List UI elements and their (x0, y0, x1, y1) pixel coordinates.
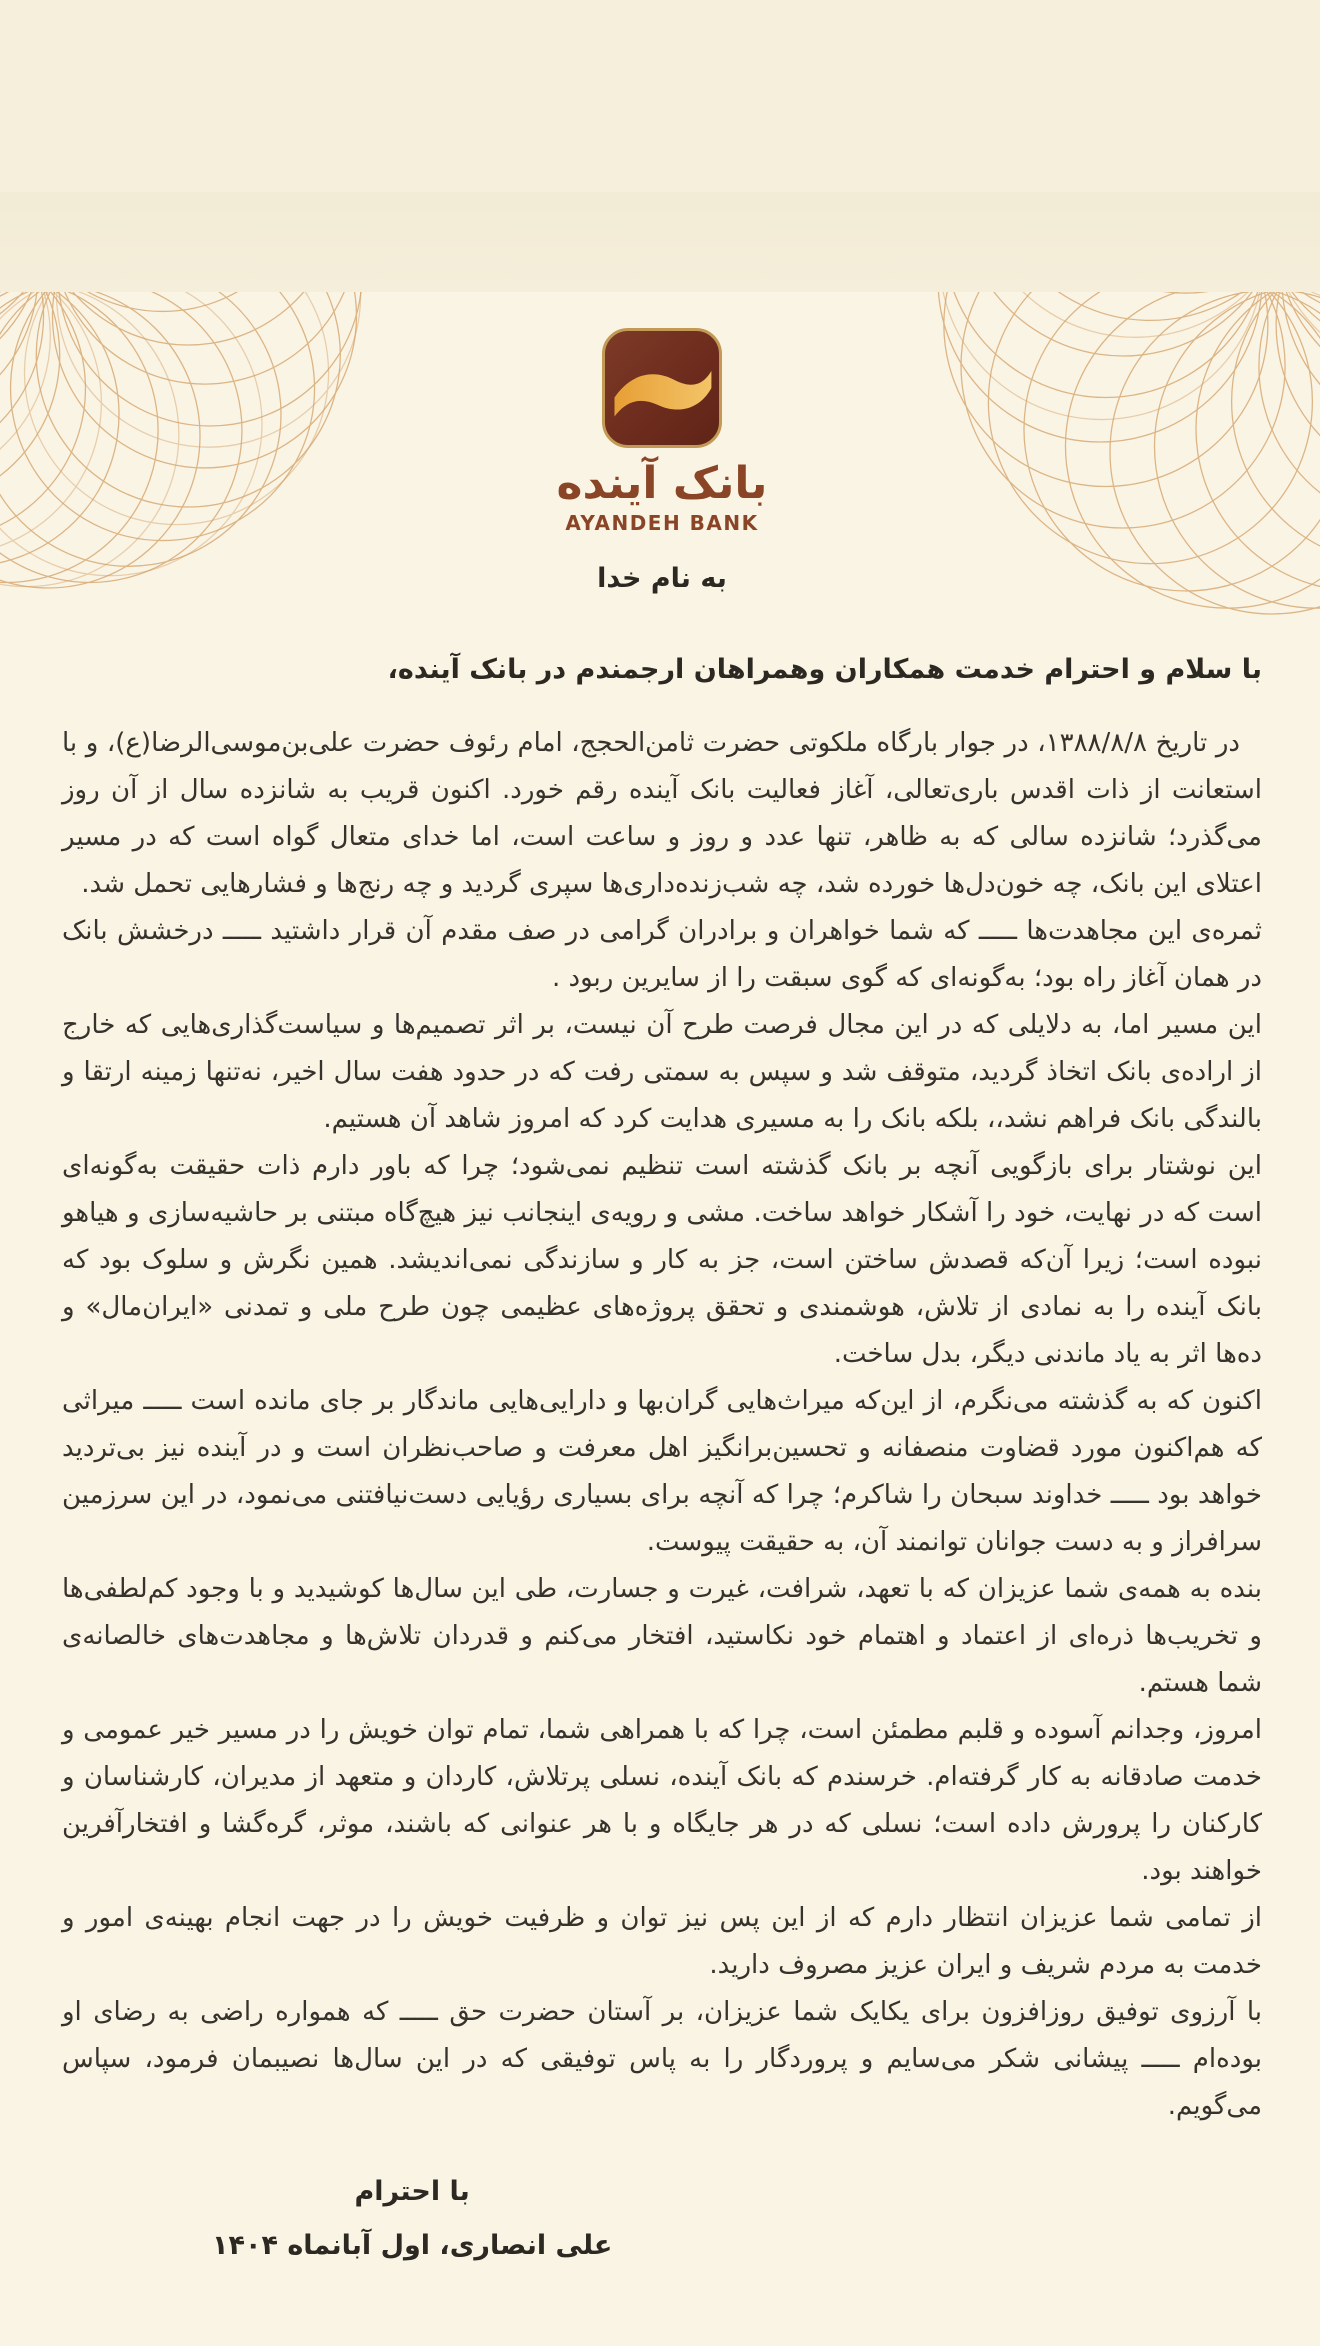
logo-wordmark-latin: AYANDEH BANK (565, 511, 759, 535)
paragraph-5: اکنون که به گذشته می‌نگرم، از این‌که میراث‌هایی گران‌بها و دارایی‌هایی ماندگار بر جای مانده است ـــــ میراثی که هم‌اکنون مورد قضاوت منصفانه و تحسین‌برانگیز اهل معرفت و صاحب‌نظران است و در آینده نیز بی‌تردید خواهد بود ـــــ خداوند سبحان را شاکرم؛ چرا که آنچه برای بسیاری رؤیایی دست‌نیافتنی می‌نمود، در این سرزمین سرافراز و به دست جوانان توانمند آن، به حقیقت پیوست. (62, 1386, 1262, 1557)
ayandeh-bank-logo (62, 328, 1262, 536)
paragraph-3: این مسیر اما، به دلایلی که در این مجال فرصت طرح آن نیست، بر اثر تصمیم‌ها و سیاست‌گذاری‌هایی که خارج از اراده‌ی بانک اتخاذ گردید، متوقف شد و سپس به سمتی رفت که در حدود هفت سال اخیر، نه‌تنها زمینه ارتقا و بالندگی بانک فراهم نشد،، بلکه بانک را به مسیری هدایت کرد که امروز شاهد آن هستیم. (62, 1010, 1262, 1134)
paragraph-8: از تمامی شما عزیزان انتظار دارم که از این پس نیز توان و ظرفیت خویش را در جهت انجام بهینه‌ی امور و خدمت به مردم شریف و ایران عزیز مصروف دارید. (62, 1903, 1262, 1980)
header-band (0, 0, 1320, 292)
gold-wave-icon (605, 331, 719, 445)
paragraph-2: ثمره‌ی این مجاهدت‌ها ـــــ که شما خواهران و برادران گرامی در صف مقدم آن قرار داشتید ـــــ درخشش بانک در همان آغاز راه بود؛ به‌گونه‌ای که گوی سبقت را از سایرین ربود . (62, 916, 1262, 993)
paragraph-6: بنده به همه‌ی شما عزیزان که با تعهد، شرافت، غیرت و جسارت، طی این سال‌ها کوشیدید و با وجود کم‌لطفی‌ها و تخریب‌ها ذره‌ای از اعتماد و اهتمام خود نکاستید، افتخار می‌کنم و قدردان تلاش‌ها و مجاهدت‌های خالصانه‌ی شما هستم. (62, 1574, 1262, 1698)
letter-greeting: با سلام و احترام خدمت همکاران وهمراهان ارجمندم در بانک آینده، (387, 654, 1262, 685)
letter-sheet (0, 292, 1320, 2346)
logo-wordmark-farsi: بانک آینده (556, 458, 768, 509)
paragraph-4: این نوشتار برای بازگویی آنچه بر بانک گذشته است تنظیم نمی‌شود؛ چرا که باور دارم ذات حقیقت به‌گونه‌ای است که در نهایت، خود را آشکار خواهد ساخت. مشی و رویه‌ی اینجانب نیز هیچ‌گاه مبتنی بر حاشیه‌سازی و هیاهو نبوده است؛ زیرا آن‌که قصدش ساختن است، جز به کار و سازندگی نمی‌اندیشد. همین نگرش و سلوک بود که بانک آینده را به نمادی از تلاش، هوشمندی و تحقق پروژه‌های عظیمی چون طرح ملی و تمدنی «ایران‌مال» و ده‌ها اثر به یاد ماندنی دیگر، بدل ساخت. (62, 1151, 1262, 1369)
signature-closing: با احترام (354, 2176, 470, 2207)
bank-logo-icon (602, 328, 722, 448)
paragraph-1: در تاریخ ۱۳۸۸/۸/۸، در جوار بارگاه ملکوتی حضرت ثامن‌الحجج، امام رئوف حضرت علی‌بن‌موسی‌الرضا(ع)، و با استعانت از ذات اقدس باری‌تعالی، آغاز فعالیت بانک آینده رقم خورد. اکنون قریب به شانزده سال از آن روز می‌گذرد؛ شانزده سالی که به ظاهر، تنها عدد و روز و ساعت است، اما خدای متعال گواه است که در مسیر اعتلای این بانک، چه خون‌دل‌ها خورده شد، چه شب‌زنده‌داری‌ها سپری گردید و چه رنج‌ها و فشارهایی تحمل شد. (62, 728, 1262, 899)
letter-body (62, 720, 1262, 2130)
paragraph-9: با آرزوی توفیق روزافزون برای یکایک شما عزیزان، بر آستان حضرت حق ـــــ که همواره راضی به رضای او بوده‌ام ـــــ پیشانی شکر می‌سایم و پروردگار را به پاس توفیقی که در این سال‌ها نصیبمان فرمود، سپاس می‌گویم. (62, 1997, 1262, 2121)
signature-name-date: علی انصاری، اول آبانماه ۱۴۰۴ (212, 2230, 613, 2261)
letter-content (0, 328, 1320, 2264)
paragraph-7: امروز، وجدانم آسوده و قلبم مطمئن است، چرا که با همراهی شما، تمام توان خویش را در مسیر خیر عمومی و خدمت صادقانه به کار گرفته‌ام. خرسندم که بانک آینده، نسلی پرتلاش، کاردان و متعهد از مدیران، کارشناسان و کارکنان را پرورش داده است؛ نسلی که در هر جایگاه و با هر عنوانی که باشند، موثر، گره‌گشا و افتخارآفرین خواهند بود. (62, 1715, 1262, 1886)
signature-block (212, 2174, 612, 2264)
bismillah-heading: به نام خدا (597, 563, 727, 594)
